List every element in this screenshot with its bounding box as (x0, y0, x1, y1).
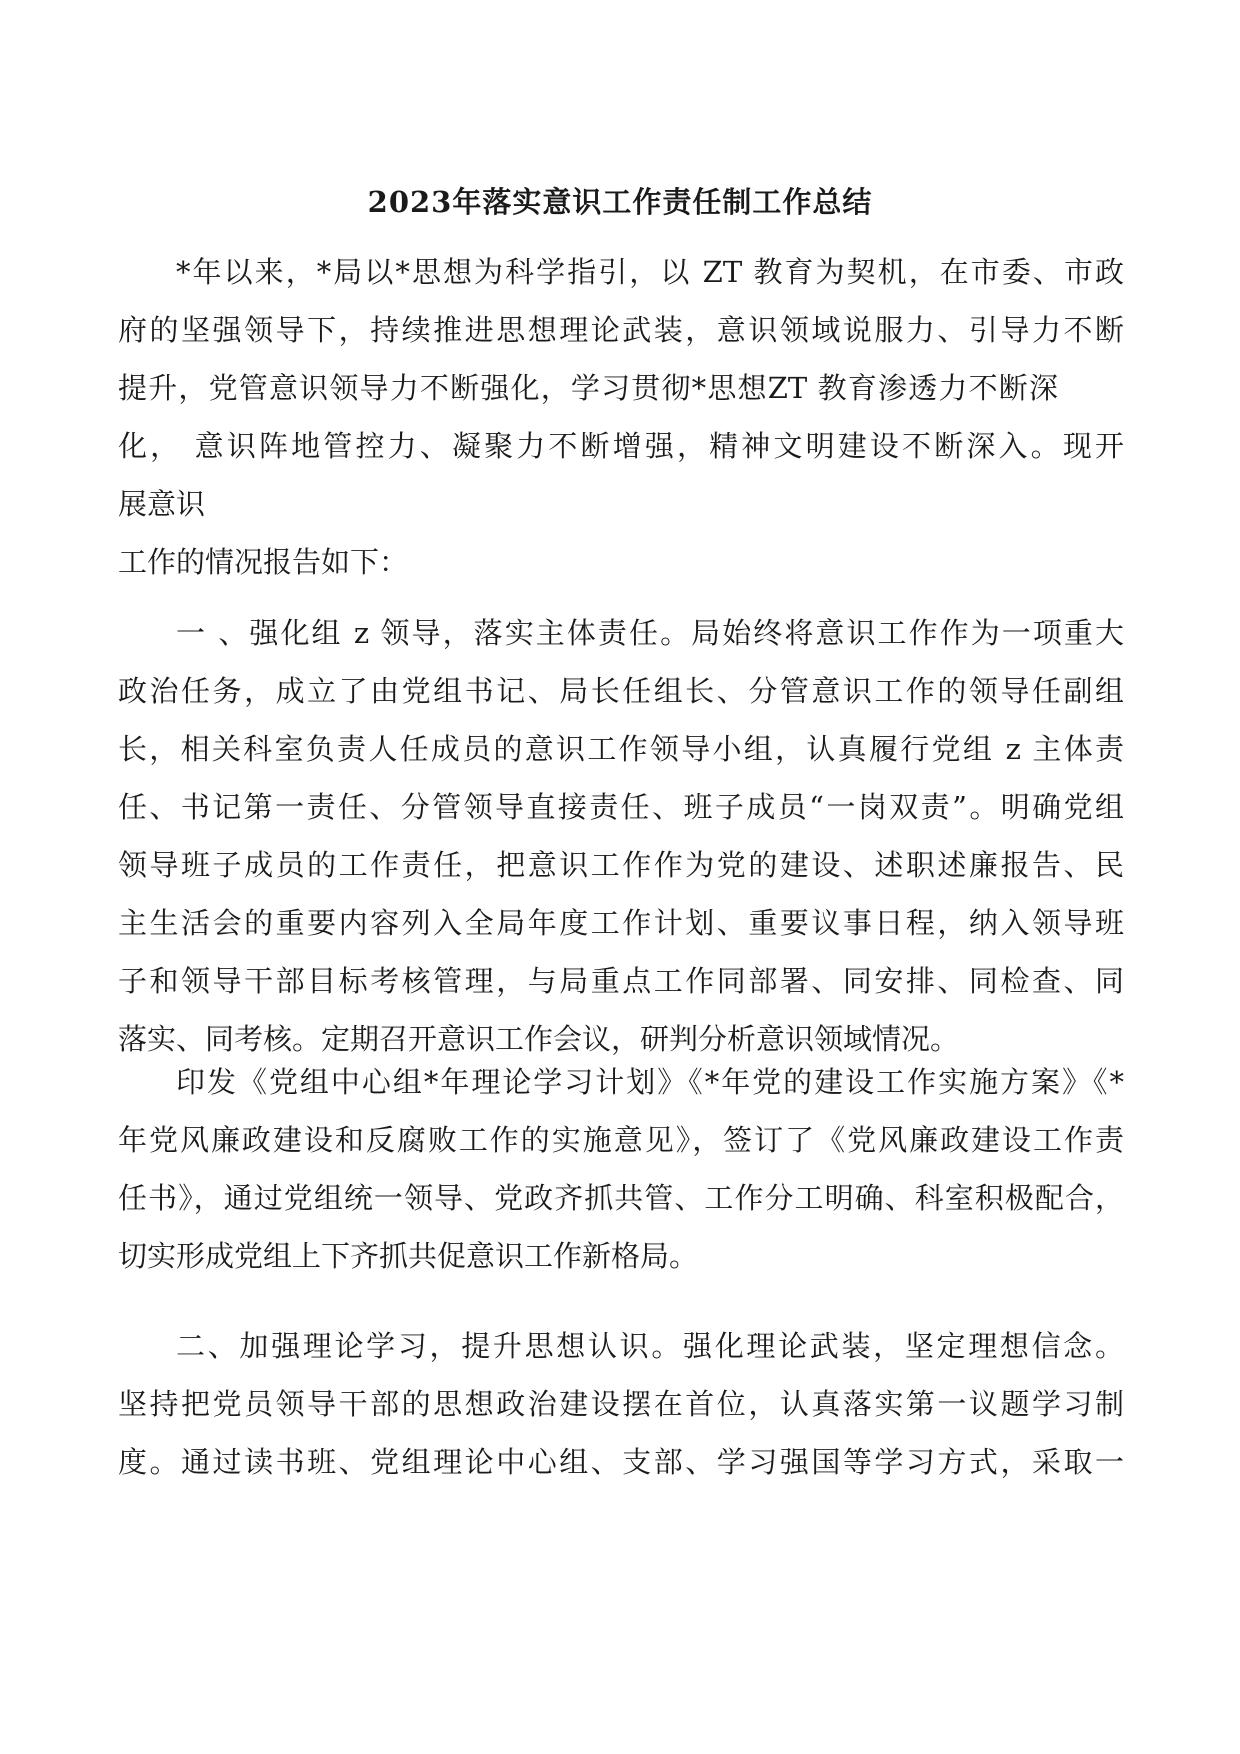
text-line: 工作的情况报告如下： (118, 545, 409, 579)
text-line: 年党风廉政建设和反腐败工作的实施意见》，签订了《党风廉政建设工作责 (118, 1123, 1124, 1157)
text-line: 度。通过读书班、党组理论中心组、支部、学习强国等学习方式，采取一 (118, 1445, 1124, 1479)
document-title: 2023年落实意识工作责任制工作总结 (367, 185, 873, 219)
paragraph-4 (118, 1317, 1124, 1491)
text-line: 化， 意识阵地管控力、凝聚力不断增强，精神文明建设不断深入。现开 (118, 429, 1124, 463)
text-line: 落实、同考核。定期召开意识工作会议，研判分析意识领域情况。 (118, 1022, 960, 1056)
paragraph-2 (118, 604, 1124, 1068)
paragraph-3 (118, 1053, 1124, 1285)
text-line: 政治任务，成立了由党组书记、局长任组长、分管意识工作的领导任副组 (118, 674, 1124, 708)
text-line: *年以来，*局以*思想为科学指引，以 ZT 教育为契机，在市委、市政 (176, 255, 1124, 289)
text-line: 任书》，通过党组统一领导、党政齐抓共管、工作分工明确、科室积极配合， (118, 1181, 1124, 1215)
text-line: 府的坚强领导下，持续推进思想理论武装，意识领域说服力、引导力不断 (118, 313, 1124, 347)
text-line: 提升，党管意识领导力不断强化，学习贯彻*思想ZT 教育渗透力不断深 (118, 371, 1058, 405)
text-line: 主生活会的重要内容列入全局年度工作计划、重要议事日程，纳入领导班 (118, 906, 1124, 940)
text-line: 切实形成党组上下齐抓共促意识工作新格局。 (118, 1239, 699, 1273)
text-line: 领导班子成员的工作责任，把意识工作作为党的建设、述职述廉报告、民 (118, 848, 1124, 882)
text-line: 印发《党组中心组*年理论学习计划》《*年党的建设工作实施方案》《* (176, 1065, 1124, 1099)
text-line: 二、加强理论学习，提升思想认识。强化理论武装，坚定理想信念。 (176, 1329, 1124, 1363)
text-line: 长，相关科室负责人任成员的意识工作领导小组，认真履行党组 z 主体责 (118, 732, 1124, 766)
text-line: 任、书记第一责任、分管领导直接责任、班子成员“一岗双责”。明确党组 (118, 790, 1124, 824)
text-line: 一 、强化组 z 领导，落实主体责任。局始终将意识工作作为一项重大 (176, 616, 1124, 650)
text-line: 坚持把党员领导干部的思想政治建设摆在首位，认真落实第一议题学习制 (118, 1387, 1124, 1421)
text-line: 展意识 (118, 487, 206, 521)
paragraph-1 (118, 243, 1124, 591)
text-line: 子和领导干部目标考核管理，与局重点工作同部署、同安排、同检查、同 (118, 964, 1124, 998)
